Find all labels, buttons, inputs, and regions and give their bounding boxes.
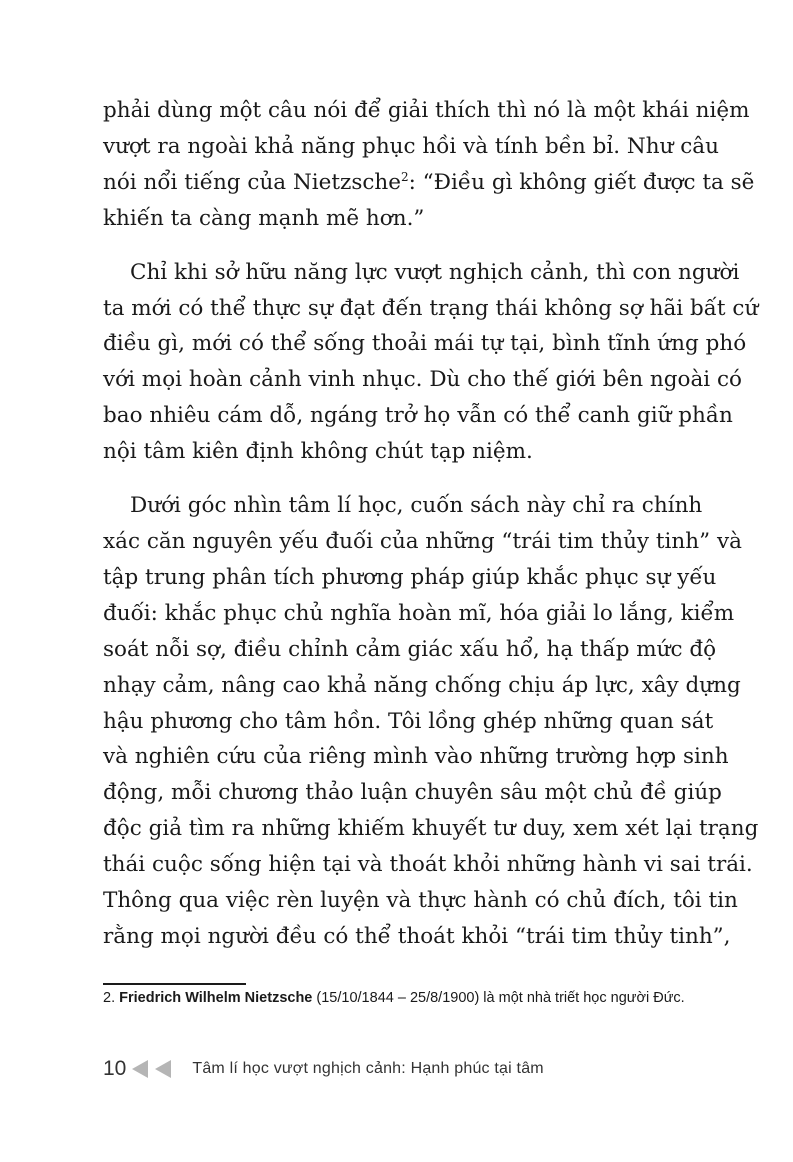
footnote-reference[interactable]: 2 — [400, 169, 409, 184]
text-line: và nghiên cứu của riêng mình vào những trường hợp sinh — [103, 744, 729, 770]
paragraph-2 — [103, 255, 759, 470]
text-line: với mọi hoàn cảnh vinh nhục. Dù cho thế giới bên ngoài có — [103, 367, 742, 393]
paragraph-1 — [103, 93, 755, 237]
text-line: ta mới có thể thực sự đạt đến trạng thái không sợ hãi bất cứ — [103, 295, 759, 321]
text-line: Thông qua việc rèn luyện và thực hành có chủ đích, tôi tin — [103, 888, 738, 914]
text-line: vượt ra ngoài khả năng phục hồi và tính bền bỉ. Như câu — [103, 133, 719, 159]
text-line: bao nhiêu cám dỗ, ngáng trở họ vẫn có thể canh giữ phần — [103, 403, 733, 429]
footnote-divider — [103, 983, 246, 985]
text-fragment: nói nổi tiếng của Nietzsche — [103, 169, 401, 195]
text-line: thái cuộc sống hiện tại và thoát khỏi những hành vi sai trái. — [103, 852, 753, 878]
text-line: nhạy cảm, nâng cao khả năng chống chịu áp lực, xây dựng — [103, 672, 741, 698]
text-line: đuối: khắc phục chủ nghĩa hoàn mĩ, hóa giải lo lắng, kiểm — [103, 600, 735, 626]
text-line — [103, 165, 755, 201]
text-line: khiến ta càng mạnh mẽ hơn.” — [103, 205, 425, 231]
text-line: tập trung phân tích phương pháp giúp khắc phục sự yếu — [103, 564, 717, 590]
text-line: động, mỗi chương thảo luận chuyên sâu một chủ đề giúp — [103, 780, 722, 806]
page-number: 10 — [103, 1057, 127, 1080]
footnote — [103, 988, 693, 1009]
text-line: Chỉ khi sở hữu năng lực vượt nghịch cảnh, thì con người — [130, 259, 740, 285]
text-line: điều gì, mới có thể sống thoải mái tự tại, bình tĩnh ứng phó — [103, 331, 747, 357]
body-text — [103, 93, 759, 973]
footnote-text: (15/10/1844 – 25/8/1900) là một nhà triết học người Đức. — [312, 990, 685, 1006]
footnote-name: Friedrich Wilhelm Nietzsche — [119, 990, 313, 1006]
left-arrow-icon — [132, 1060, 148, 1078]
running-title: Tâm lí học vượt nghịch cảnh: Hạnh phúc tại tâm — [192, 1060, 544, 1077]
text-fragment: : “Điều gì không giết được ta sẽ — [408, 169, 755, 195]
page-footer — [103, 1052, 544, 1086]
footnote-number: 2. — [103, 990, 116, 1006]
text-line: Dưới góc nhìn tâm lí học, cuốn sách này chỉ ra chính — [130, 493, 703, 519]
text-line: phải dùng một câu nói để giải thích thì nó là một khái niệm — [103, 98, 750, 123]
text-line: hậu phương cho tâm hồn. Tôi lồng ghép những quan sát — [103, 708, 714, 734]
paragraph-3 — [103, 488, 759, 955]
left-arrow-icon — [155, 1060, 171, 1078]
text-line: soát nỗi sợ, điều chỉnh cảm giác xấu hổ, hạ thấp mức độ — [103, 636, 717, 662]
text-line: xác căn nguyên yếu đuối của những “trái tim thủy tinh” và — [103, 528, 742, 554]
text-line: độc giả tìm ra những khiếm khuyết tư duy, xem xét lại trạng — [103, 816, 759, 842]
text-line: rằng mọi người đều có thể thoát khỏi “trái tim thủy tinh”, — [103, 923, 731, 949]
text-line: nội tâm kiên định không chút tạp niệm. — [103, 439, 533, 465]
